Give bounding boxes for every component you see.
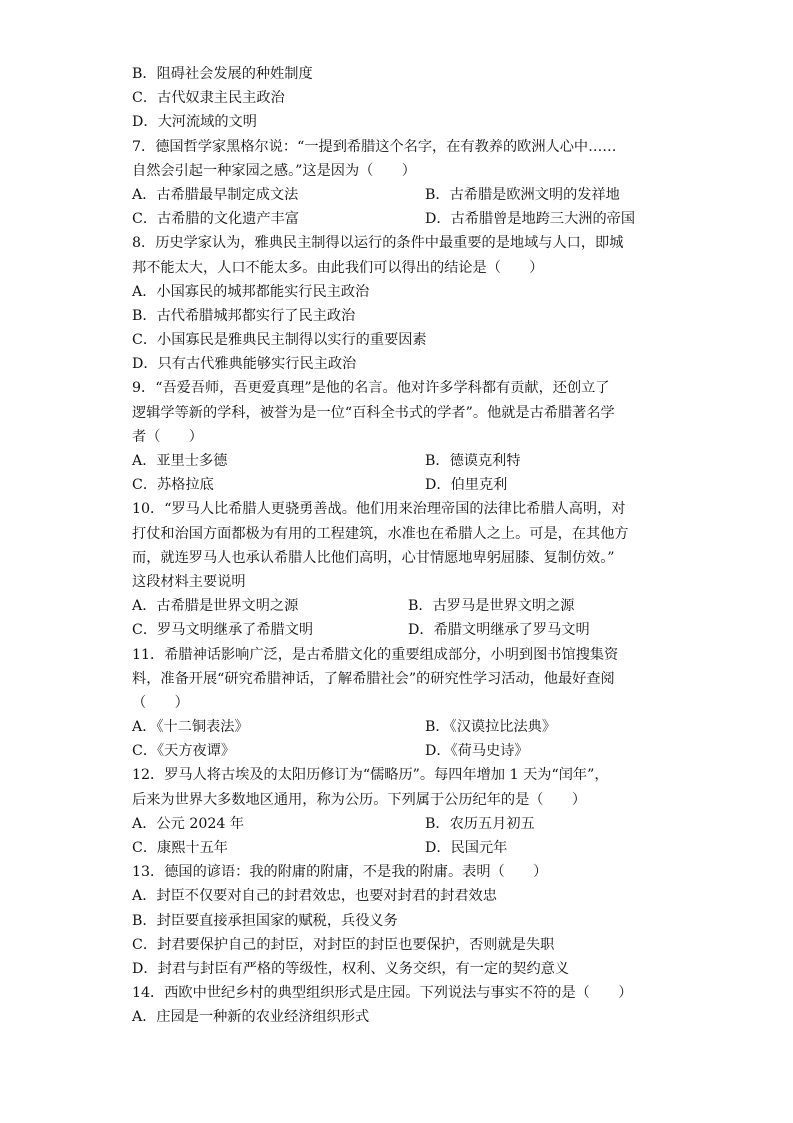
question-11-options-row	[132, 715, 672, 739]
question-7-options-row	[132, 207, 672, 231]
option-d: D．古希腊曾是地跨三大洲的帝国	[425, 211, 636, 228]
question-11-stem: （ ）	[132, 694, 189, 711]
option-d: D．希腊文明继承了罗马文明	[408, 622, 590, 639]
option-c: C．封君要保护自己的封臣，对封臣的封臣也要保护，否则就是失职	[132, 936, 555, 953]
question-7-options-row	[132, 183, 672, 207]
option-d: D．只有古代雅典能够实行民主政治	[132, 356, 357, 373]
option-b: B．古罗马是世界文明之源	[408, 598, 575, 615]
question-9-stem: 者（ ）	[132, 428, 203, 445]
option-line: B．阻碍社会发展的种姓制度	[132, 66, 313, 82]
option-c: C．《天方夜谭》	[132, 743, 236, 760]
question-7-stem: 7．德国哲学家黑格尔说：“一提到希腊这个名字，在有教养的欧洲人心中……	[132, 138, 617, 155]
question-10-options-row	[132, 594, 672, 618]
option-b: B．封臣要直接承担国家的赋税，兵役义务	[132, 912, 398, 929]
question-14-stem: 14．西欧中世纪乡村的典型组织形式是庄园。下列说法与事实不符的是（ ）	[132, 985, 633, 1002]
option-a: A．庄园是一种新的农业经济组织形式	[132, 1009, 370, 1026]
question-9-stem: 逻辑学等新的学科，被誉为是一位“百科全书式的学者”。他就是古希腊著名学	[132, 404, 615, 421]
option-b: B．古希腊是欧洲文明的发祥地	[425, 186, 620, 203]
option-a: A．亚里士多德	[132, 453, 228, 469]
option-a: A．封臣不仅要对自己的封君效忠，也要对封君的封君效忠	[132, 888, 497, 905]
option-b: B．《汉谟拉比法典》	[425, 719, 557, 736]
question-7-stem: 自然会引起一种家园之感。”这是因为（ ）	[132, 162, 416, 179]
question-10-stem: 而，就连罗马人也承认希腊人比他们高明，心甘情愿地卑躬屈膝、复制仿效。”	[132, 549, 615, 566]
question-10-stem: 10．“罗马人比希腊人更骁勇善战。他们用来治理帝国的法律比希腊人高明，对	[132, 501, 626, 518]
option-b: B．德谟克利特	[425, 453, 521, 469]
question-8-stem: 邦不能太大，人口不能太多。由此我们可以得出的结论是（ ）	[132, 259, 544, 276]
option-d: D．《荷马史诗》	[425, 743, 529, 760]
question-12-options-row	[132, 812, 672, 836]
question-12-stem: 后来为世界大多数地区通用，称为公历。下列属于公历纪年的是（ ）	[132, 791, 587, 808]
option-c: C．苏格拉底	[132, 477, 214, 494]
option-b: B．农历五月初五	[425, 815, 535, 832]
option-a: A．公元 2024 年	[132, 815, 245, 832]
question-9-options-row	[132, 449, 672, 473]
question-10-stem: 打仗和治国方面都极为有用的工程建筑，水准也在希腊人之上。可是，在其他方	[132, 525, 629, 542]
option-b: B．古代希腊城邦都实行了民主政治	[132, 307, 356, 324]
question-11-options-row	[132, 739, 672, 763]
question-8-stem: 8．历史学家认为，雅典民主制得以运行的条件中最重要的是地域与人口，即城	[132, 235, 624, 252]
question-9-stem: 9．“吾爱吾师，吾更爱真理”是他的名言。他对许多学科都有贡献，还创立了	[132, 380, 610, 397]
question-10-options-row	[132, 618, 672, 642]
option-a: A．小国寡民的城邦都能实行民主政治	[132, 283, 370, 300]
question-9-options-row	[132, 473, 672, 497]
document-page	[132, 62, 672, 1030]
option-line: D．大河流域的文明	[132, 114, 257, 131]
question-11-stem: 11．希腊神话影响广泛，是古希腊文化的重要组成部分，小明到图书馆搜集资	[132, 646, 619, 663]
option-d: D．伯里克利	[425, 477, 508, 494]
option-c: C．古希腊的文化遗产丰富	[132, 211, 299, 228]
option-d: D．民国元年	[425, 840, 508, 856]
option-c: C．罗马文明继承了希腊文明	[132, 622, 314, 639]
question-10-stem: 这段材料主要说明	[132, 573, 246, 590]
option-c: C．小国寡民是雅典民主制得以实行的重要因素	[132, 332, 427, 349]
option-a: A．古希腊最早制定成文法	[132, 186, 299, 203]
question-12-stem: 12．罗马人将古埃及的太阳历修订为“儒略历”。每四年增加 1 天为“闰年”，	[132, 767, 609, 784]
question-12-options-row	[132, 836, 672, 860]
option-d: D．封君与封臣有严格的等级性，权利、义务交织，有一定的契约意义	[132, 960, 570, 977]
option-a: A．古希腊是世界文明之源	[132, 598, 299, 615]
option-a: A．《十二铜表法》	[132, 719, 249, 736]
option-line: C．古代奴隶主民主政治	[132, 90, 285, 107]
question-11-stem: 料，准备开展“研究希腊神话，了解希腊社会”的研究性学习活动，他最好查阅	[132, 670, 615, 687]
option-c: C．康熙十五年	[132, 840, 228, 856]
question-13-stem: 13．德国的谚语：我的附庸的附庸，不是我的附庸。表明（ ）	[132, 864, 548, 881]
